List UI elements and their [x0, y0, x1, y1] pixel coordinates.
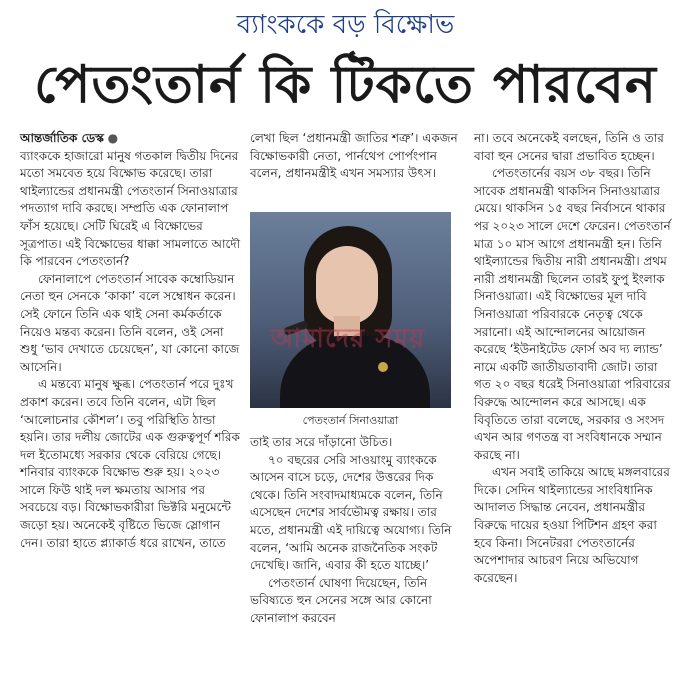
photo-caption: পেতংতার্ন সিনাওয়াত্রা	[302, 414, 399, 427]
col1-paragraph-1: ব্যাংককে হাজারো মানুষ গতকাল দ্বিতীয় দিনের মতো সমবেত হয়ে বিক্ষোভ করেছে। তারা থাইল্যান্ডের প্রধানমন্ত্রী পেতংতার্ন সিনাওয়াত্রার পদত্যাগ দাবি করছে। সম্প্রতি এক ফোনালাপ ফাঁস হয়েছে। সেটি ঘিরেই এ বিক্ষোভের সূত্রপাত। এই বিক্ষোভের ধাক্কা সামলাতে আদৌ কি পারবেন পেতংতার্ন?	[20, 148, 240, 269]
brooch-icon	[378, 362, 388, 372]
photo-face	[316, 246, 378, 324]
col1-paragraph-3: এ মন্তব্যে মানুষ ক্ষুব্ধ। পেতংতার্ন পরে দুঃখ প্রকাশ করেন। তবে তিনি বলেন, এটা ছিল ‘আলোচনার কৌশল’। তবু পরিস্থিতি ঠান্ডা হয়নি। তার দলীয় জোটের এক গুরুত্বপূর্ণ শরিক দল ইতোমধ্যে সরকার থেকে বেরিয়ে গেছে। শনিবার ব্যাংককে বিক্ষোভ শুরু হয়। ২০২৩ সালে ফিউ থাই দল ক্ষমতায় আসার পর সবচেয়ে বড়। বিক্ষোভকারীরা ভিক্টরি মনুমেন্টে জড়ো হয়। অনেকেই বৃষ্টিতে ভিজে স্লোগান দেন। তারা হাতে প্ল্যাকার্ড ধরে রাখেন, তাতে	[20, 377, 240, 550]
col3-paragraph-2: পেতংতার্নের বয়স ৩৮ বছর। তিনি সাবেক প্রধানমন্ত্রী থাকসিন সিনাওয়াত্রার মেয়ে। থাকসিন ১৫ বছর নির্বাসনে থাকার পর ২০২৩ সালে দেশে ফেরেন। পেতংতার্ন মাত্র ১০ মাস আগে প্রধানমন্ত্রী হন। তিনি থাইল্যান্ডের দ্বিতীয় নারী প্রধানমন্ত্রী। প্রথম নারী প্রধানমন্ত্রী ছিলেন তারই ফুপু ইংলাক সিনাওয়াত্রা। এই বিক্ষোভের মূল দাবি সিনাওয়াত্রা পরিবারকে নেতৃত্ব থেকে সরানো। এই আন্দোলনের আয়োজন করেছে ‘ইউনাইটেড ফোর্স অব দ্য ল্যান্ড’ নামে একটি জাতীয়তাবাদী জোট। তারা গত ২০ বছর ধরেই সিনাওয়াত্রা পরিবারের বিরুদ্ধে আন্দোলন করে আসছে। এক বিবৃতিতে তারা বলেছে, সরকার ও সংসদ এখন আর গণতন্ত্র বা সংবিধানকে সম্মান করছে না।	[474, 166, 671, 462]
column-1	[20, 130, 240, 552]
col2-paragraph-1: লেখা ছিল ‘প্রধানমন্ত্রী জাতির শত্রু’। একজন বিক্ষোভকারী নেতা, পার্নথেপ পোর্পংপান বলেন, প্রধানমন্ত্রীই এখন সমস্যার উৎস।	[250, 131, 458, 181]
microphone-icon	[283, 320, 308, 336]
headline: পেতংতার্ন কি টিকতে পারবেন	[34, 55, 657, 115]
column-3	[474, 130, 678, 587]
watermark: আমাদের সময়	[270, 324, 426, 354]
col2-paragraph-2: তাই তার সরে দাঁড়ানো উচিত।	[250, 435, 393, 449]
col1-paragraph-2: ফোনালাপে পেতংতার্ন সাবেক কম্বোডিয়ান নেতা হুন সেনকে ‘কাকা’ বলে সম্বোধন করেন। সেই ফোনে তিনি এক থাই সেনা কর্মকর্তাকে নিয়েও মন্তব্য করেন। তিনি বলেন, ওই সেনা শুধু ‘ভাব দেখাতে চেয়েছেন’, যা কোনো কাজে আসেনি।	[20, 271, 240, 374]
col2-paragraph-4: পেতংতার্ন ঘোষণা দিয়েছেন, তিনি ভবিষ্যতে হুন সেনের সঙ্গে আর কোনো ফোনালাপ করবেন	[250, 575, 432, 625]
portrait-photo	[250, 212, 451, 408]
col3-paragraph-1: না। তবে অনেকেই বলছেন, তিনি ও তার বাবা হুন সেনের দ্বারা প্রভাবিত হচ্ছেন।	[474, 131, 664, 163]
kicker: ব্যাংককে বড় বিক্ষোভ	[236, 10, 455, 40]
bullet-icon: ●	[107, 131, 119, 145]
photo-coat	[280, 336, 430, 408]
column-2-lower	[250, 434, 460, 628]
col3-paragraph-3: এখন সবাই তাকিয়ে আছে মঙ্গলবারের দিকে। সেদিন থাইল্যান্ডের সাংবিধানিক আদালত সিদ্ধান্ত নেবেন, প্রধানমন্ত্রীর বিরুদ্ধে দায়ের হওয়া পিটিশন গ্রহণ করা হবে কিনা। সিনেটররা পেতংতার্নের অপেশাদার আচরণ নিয়ে অভিযোগ করেছেন।	[474, 465, 670, 585]
column-2	[250, 130, 460, 183]
dateline: আন্তর্জাতিক ডেস্ক	[20, 131, 104, 145]
col2-paragraph-3: ৭০ বছরের সেরি সাওয়াংমু ব্যাংককে আসেন বাসে চড়ে, দেশের উত্তরের দিক থেকে। তিনি সংবাদমাধ্যমকে বলেন, তিনি এসেছেন দেশের সার্বভৌমত্ব রক্ষায়। তার মতে, প্রধানমন্ত্রী এই দায়িত্বে অযোগ্য। তিনি বলেন, ‘আমি অনেক রাজনৈতিক সংকট দেখেছি। জানি, এবার কী হতে যাচ্ছে।’	[250, 452, 452, 573]
